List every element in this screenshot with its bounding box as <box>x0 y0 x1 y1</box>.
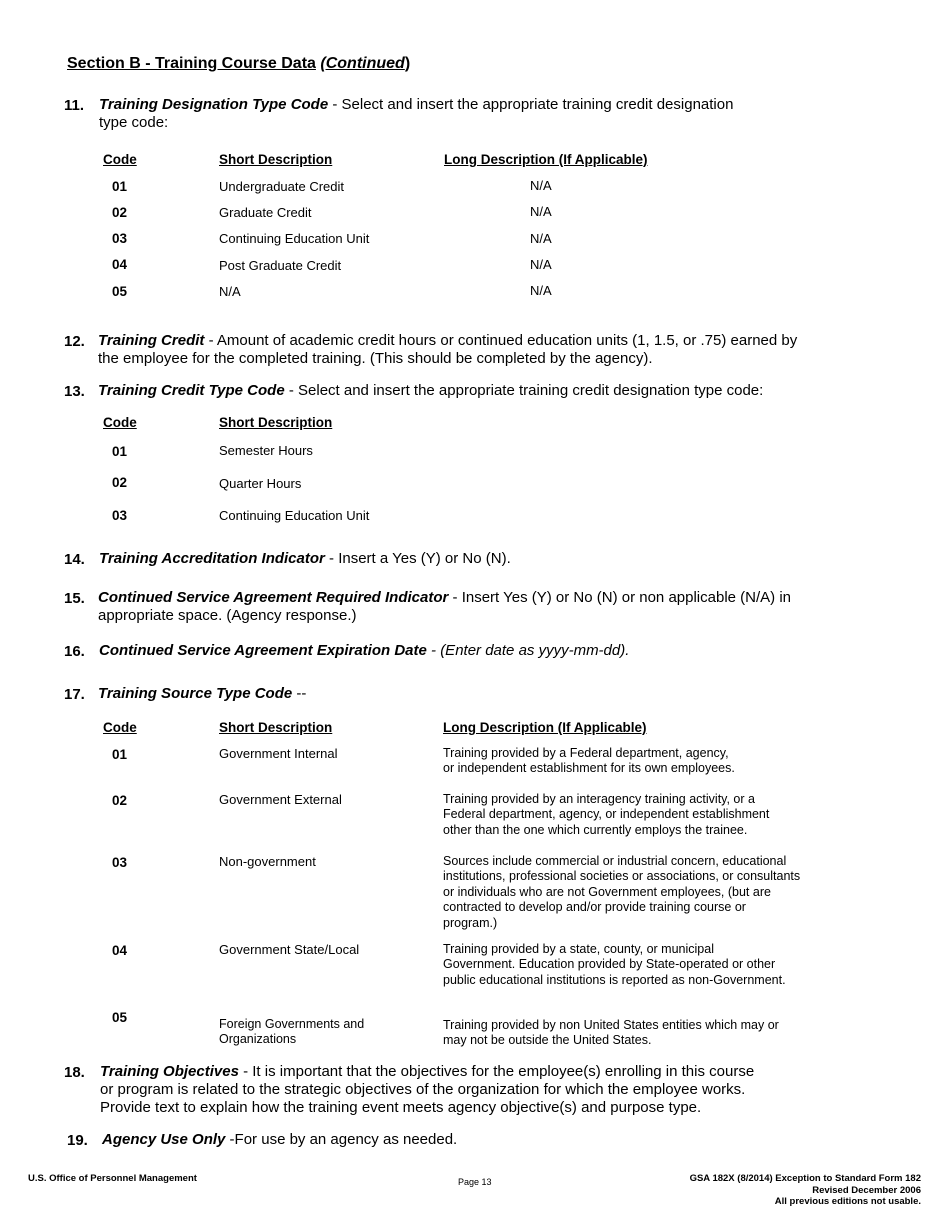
section-title <box>67 55 410 73</box>
table11-short: Graduate Credit <box>219 205 312 220</box>
table17-short: Government External <box>219 792 342 807</box>
table17-short: Government Internal <box>219 746 338 761</box>
item-14 <box>99 550 511 568</box>
table17-long: Training provided by a Federal department, agency, or independent establishment for its own employees. <box>443 746 735 776</box>
item-15-term: Continued Service Agreement Required Indicator <box>98 589 449 606</box>
item-11-text: - Select and insert the appropriate training credit designation <box>328 96 734 113</box>
table11-header-short: Short Description <box>219 152 333 167</box>
table17-code: 02 <box>112 793 128 808</box>
table11-short: Post Graduate Credit <box>219 258 342 273</box>
table17-code: 04 <box>112 943 128 958</box>
table11-long: N/A <box>530 283 552 298</box>
footer-left: U.S. Office of Personnel Management <box>28 1173 197 1184</box>
table13-code: 01 <box>112 444 128 459</box>
table17-long: Training provided by a state, county, or municipal Government. Education provided by State-operated or other public educational institutions is reported as non-Government. <box>443 942 786 987</box>
item-18-text-2: or program is related to the strategic objectives of the organization for which the employee works. <box>100 1081 746 1098</box>
item-18-text: - It is important that the objectives for the employee(s) enrolling in this course <box>238 1063 755 1080</box>
item-12-text: - Amount of academic credit hours or continued education units (1, 1.5, or .75) earned by <box>204 332 798 349</box>
table13-code: 02 <box>112 475 128 490</box>
table11-long: N/A <box>530 231 552 246</box>
table11-code: 01 <box>112 179 128 194</box>
item-11-number: 11. <box>64 97 85 114</box>
item-18 <box>100 1063 754 1117</box>
item-19-text: -For use by an agency as needed. <box>225 1131 458 1148</box>
item-13-text: - Select and insert the appropriate training credit designation type code: <box>284 382 764 399</box>
item-13-number: 13. <box>64 383 85 400</box>
item-16 <box>99 642 629 660</box>
table11-short: N/A <box>219 284 241 299</box>
table17-header-long: Long Description (If Applicable) <box>443 720 647 735</box>
table13-header-code: Code <box>103 415 137 430</box>
footer-right <box>690 1173 921 1208</box>
item-19 <box>102 1131 457 1149</box>
table17-long: Sources include commercial or industrial concern, educational institutions, professional societies or associations, or consultants or individuals who are not Government employees, (but are contracted to develop and/or provide training course or program.) <box>443 854 801 930</box>
item-19-number: 19. <box>67 1132 88 1149</box>
table17-short: Government State/Local <box>219 942 360 957</box>
item-18-text-3: Provide text to explain how the training event meets agency objective(s) and purpose type. <box>100 1099 702 1116</box>
item-19-term: Agency Use Only <box>102 1131 226 1148</box>
item-16-number: 16. <box>64 643 85 660</box>
item-11-text-2: type code: <box>99 114 169 131</box>
item-18-number: 18. <box>64 1064 85 1081</box>
section-continued-close: ) <box>404 55 411 72</box>
footer-right-line-3: All previous editions not usable. <box>774 1196 921 1207</box>
table13-short: Quarter Hours <box>219 476 302 491</box>
item-13-term: Training Credit Type Code <box>98 382 285 399</box>
table11-long: N/A <box>530 257 552 272</box>
footer-page-number: Page 13 <box>458 1177 492 1187</box>
table17-code: 03 <box>112 855 128 870</box>
item-14-text: - Insert a Yes (Y) or No (N). <box>324 550 511 567</box>
table11-long: N/A <box>530 204 552 219</box>
item-12-term: Training Credit <box>98 332 205 349</box>
item-15-text: - Insert Yes (Y) or No (N) or non applicable (N/A) in <box>448 589 791 606</box>
table13-code: 03 <box>112 508 128 523</box>
table17-header-code: Code <box>103 720 137 735</box>
item-13 <box>98 382 763 400</box>
item-15-text-2: appropriate space. (Agency response.) <box>98 607 357 624</box>
table17-long: Training provided by an interagency training activity, or a Federal department, agency, or independent establishment other than the one which currently employs the trainee. <box>443 792 770 837</box>
footer-right-line-2: Revised December 2006 <box>812 1184 921 1196</box>
table11-short: Continuing Education Unit <box>219 231 370 246</box>
table11-header-long: Long Description (If Applicable) <box>444 152 648 167</box>
item-11-term: Training Designation Type Code <box>99 96 329 113</box>
item-14-term: Training Accreditation Indicator <box>99 550 325 567</box>
table11-long: N/A <box>530 178 552 193</box>
item-11 <box>99 96 733 132</box>
item-12-number: 12. <box>64 333 85 350</box>
table17-header-short: Short Description <box>219 720 333 735</box>
item-14-number: 14. <box>64 551 85 568</box>
table11-header-code: Code <box>103 152 137 167</box>
table11-code: 05 <box>112 284 128 299</box>
table17-short: Foreign Governments and Organizations <box>219 1017 365 1047</box>
footer-right-line-1: GSA 182X (8/2014) Exception to Standard Form 182 <box>689 1173 921 1184</box>
section-continued: (Continued <box>320 55 405 72</box>
table11-short: Undergraduate Credit <box>219 179 345 194</box>
item-17-text: -- <box>292 685 307 702</box>
item-18-term: Training Objectives <box>100 1063 239 1080</box>
item-17 <box>98 685 306 703</box>
item-17-term: Training Source Type Code <box>98 685 293 702</box>
item-12-text-2: the employee for the completed training. (This should be completed by the agency). <box>98 350 653 367</box>
table17-code: 01 <box>112 747 128 762</box>
table11-code: 02 <box>112 205 128 220</box>
table11-code: 03 <box>112 231 128 246</box>
item-12 <box>98 332 797 368</box>
table17-short: Non-government <box>219 854 316 869</box>
table17-long: Training provided by non United States entities which may or may not be outside the United States. <box>443 1018 779 1048</box>
table13-short: Continuing Education Unit <box>219 508 370 523</box>
table13-short: Semester Hours <box>219 443 313 458</box>
table11-code: 04 <box>112 257 128 272</box>
item-15-number: 15. <box>64 590 85 607</box>
section-title-text: Section B - Training Course Data <box>67 55 316 72</box>
table13-header-short: Short Description <box>219 415 333 430</box>
item-16-term: Continued Service Agreement Expiration Date <box>99 642 427 659</box>
table17-code: 05 <box>112 1010 128 1025</box>
item-16-text: - (Enter date as yyyy-mm-dd). <box>426 642 630 659</box>
item-15 <box>98 589 791 625</box>
item-17-number: 17. <box>64 686 85 703</box>
